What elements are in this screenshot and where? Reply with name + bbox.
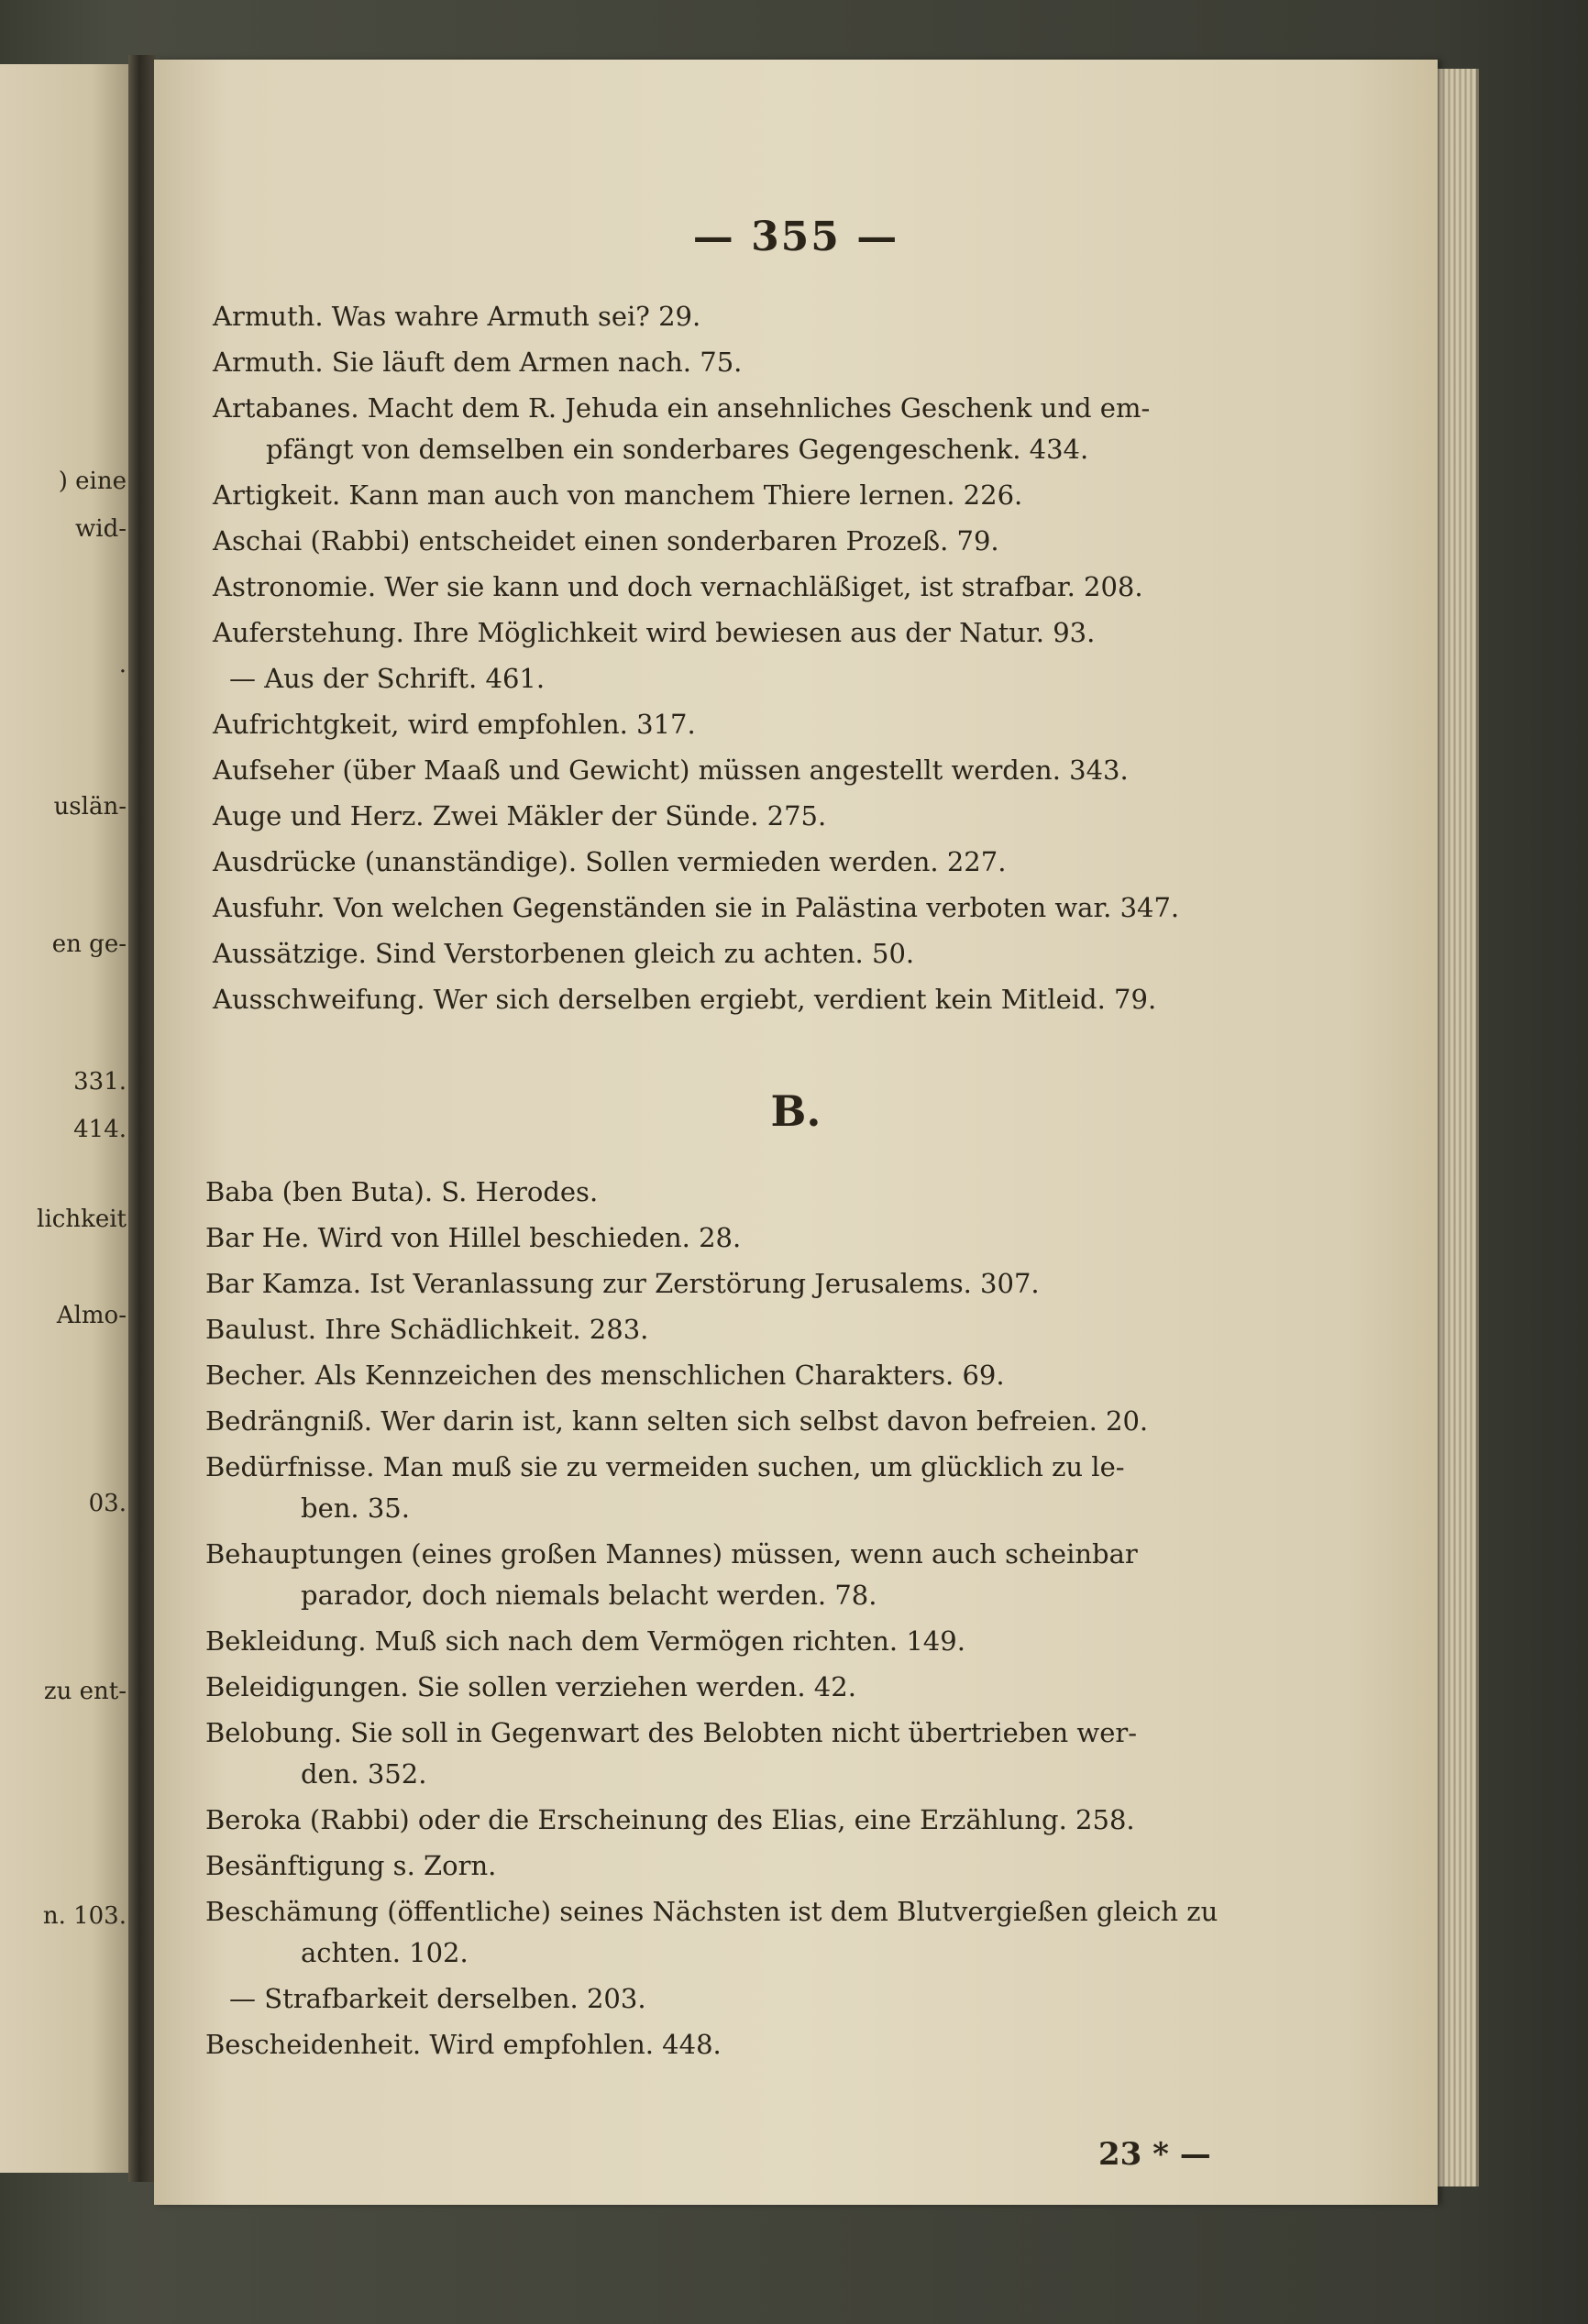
left-page-fragment: Almo- — [56, 1302, 127, 1329]
index-entry: Beleidigungen. Sie sollen verziehen werden. 42. — [205, 1671, 856, 1702]
left-page-fragment: en ge- — [51, 931, 127, 958]
index-entry: Aufseher (über Maaß und Gewicht) müssen angestellt werden. 343. — [213, 754, 1129, 786]
index-entry: Beroka (Rabbi) oder die Erscheinung des Elias, eine Erzählung. 258. — [205, 1804, 1135, 1835]
index-entry: Becher. Als Kennzeichen des menschlichen Charakters. 69. — [205, 1360, 1005, 1391]
index-entry: Aschai (Rabbi) entscheidet einen sonderbaren Prozeß. 79. — [213, 525, 999, 556]
index-entry-continuation: ben. 35. — [301, 1492, 410, 1524]
left-page-fragment: ) eine — [58, 468, 127, 495]
book-gutter — [128, 55, 156, 2182]
left-page-edge — [0, 64, 128, 2173]
index-entry: Belobung. Sie soll in Gegenwart des Belobten nicht übertrieben wer- — [205, 1717, 1138, 1748]
left-page-fragment: zu ent- — [43, 1678, 127, 1705]
index-entry: Beschämung (öffentliche) seines Nächsten ist dem Blutvergießen gleich zu — [205, 1896, 1219, 1927]
left-page-fragment: 331. — [73, 1068, 127, 1096]
index-entry: Artigkeit. Kann man auch von manchem Thiere lernen. 226. — [213, 479, 1023, 511]
index-entry: Astronomie. Wer sie kann und doch vernachläßiget, ist strafbar. 208. — [213, 571, 1143, 602]
index-entry: Besänftigung s. Zorn. — [205, 1850, 497, 1881]
index-entry: Auge und Herz. Zwei Mäkler der Sünde. 275. — [213, 800, 827, 832]
index-entry: Ausschweifung. Wer sich derselben ergiebt, verdient kein Mitleid. 79. — [213, 984, 1157, 1015]
index-entry-continuation: pfängt von demselben ein sonderbares Gegengeschenk. 434. — [266, 434, 1089, 465]
index-entry-continuation: parador, doch niemals belacht werden. 78. — [301, 1580, 877, 1611]
left-page-fragment: 03. — [88, 1490, 127, 1517]
index-entry: Artabanes. Macht dem R. Jehuda ein ansehnliches Geschenk und em- — [213, 392, 1151, 424]
index-entry-sub: — Strafbarkeit derselben. 203. — [229, 1983, 646, 2014]
index-entry-continuation: den. 352. — [301, 1758, 427, 1790]
index-entry: Behauptungen (eines großen Mannes) müssen, wenn auch scheinbar — [205, 1538, 1138, 1570]
left-page-fragment: wid- — [75, 515, 127, 543]
index-entry: Bekleidung. Muß sich nach dem Vermögen richten. 149. — [205, 1625, 965, 1657]
index-entry: Bedrängniß. Wer darin ist, kann selten sich selbst davon befreien. 20. — [205, 1405, 1149, 1437]
printer-signature-mark: 23 * — — [1098, 2136, 1211, 2173]
index-entry: Bar Kamza. Ist Veranlassung zur Zerstörung Jerusalems. 307. — [205, 1268, 1040, 1299]
index-entry-continuation: achten. 102. — [301, 1937, 469, 1968]
index-entry: Ausfuhr. Von welchen Gegenständen sie in Palästina verboten war. 347. — [213, 892, 1180, 923]
index-entry: Baulust. Ihre Schädlichkeit. 283. — [205, 1314, 649, 1345]
index-entry: Aussätzige. Sind Verstorbenen gleich zu achten. 50. — [213, 938, 915, 969]
index-entry: Baba (ben Buta). S. Herodes. — [205, 1176, 599, 1207]
index-entry: Ausdrücke (unanständige). Sollen vermieden werden. 227. — [213, 846, 1007, 877]
index-entry: Aufrichtgkeit, wird empfohlen. 317. — [213, 709, 696, 740]
left-page-fragment: uslän- — [53, 793, 127, 821]
right-page — [154, 60, 1438, 2205]
index-entry: Bescheidenheit. Wird empfohlen. 448. — [205, 2029, 722, 2060]
index-entry: Bedürfnisse. Man muß sie zu vermeiden suchen, um glücklich zu le- — [205, 1451, 1125, 1482]
section-letter-heading: B. — [770, 1086, 822, 1136]
left-page-fragment: 414. — [73, 1116, 127, 1143]
index-entry: Bar He. Wird von Hillel beschieden. 28. — [205, 1222, 742, 1253]
page-number: — 355 — — [692, 214, 899, 260]
left-page-fragment: n. 103. — [42, 1902, 127, 1930]
left-page-fragment: . — [118, 651, 127, 678]
index-entry: Auferstehung. Ihre Möglichkeit wird bewiesen aus der Natur. 93. — [213, 617, 1096, 648]
index-entry: Armuth. Sie läuft dem Armen nach. 75. — [213, 347, 743, 378]
index-entry: Armuth. Was wahre Armuth sei? 29. — [213, 301, 701, 332]
index-entry-sub: — Aus der Schrift. 461. — [229, 663, 546, 694]
left-page-fragment: lichkeit — [37, 1206, 127, 1233]
